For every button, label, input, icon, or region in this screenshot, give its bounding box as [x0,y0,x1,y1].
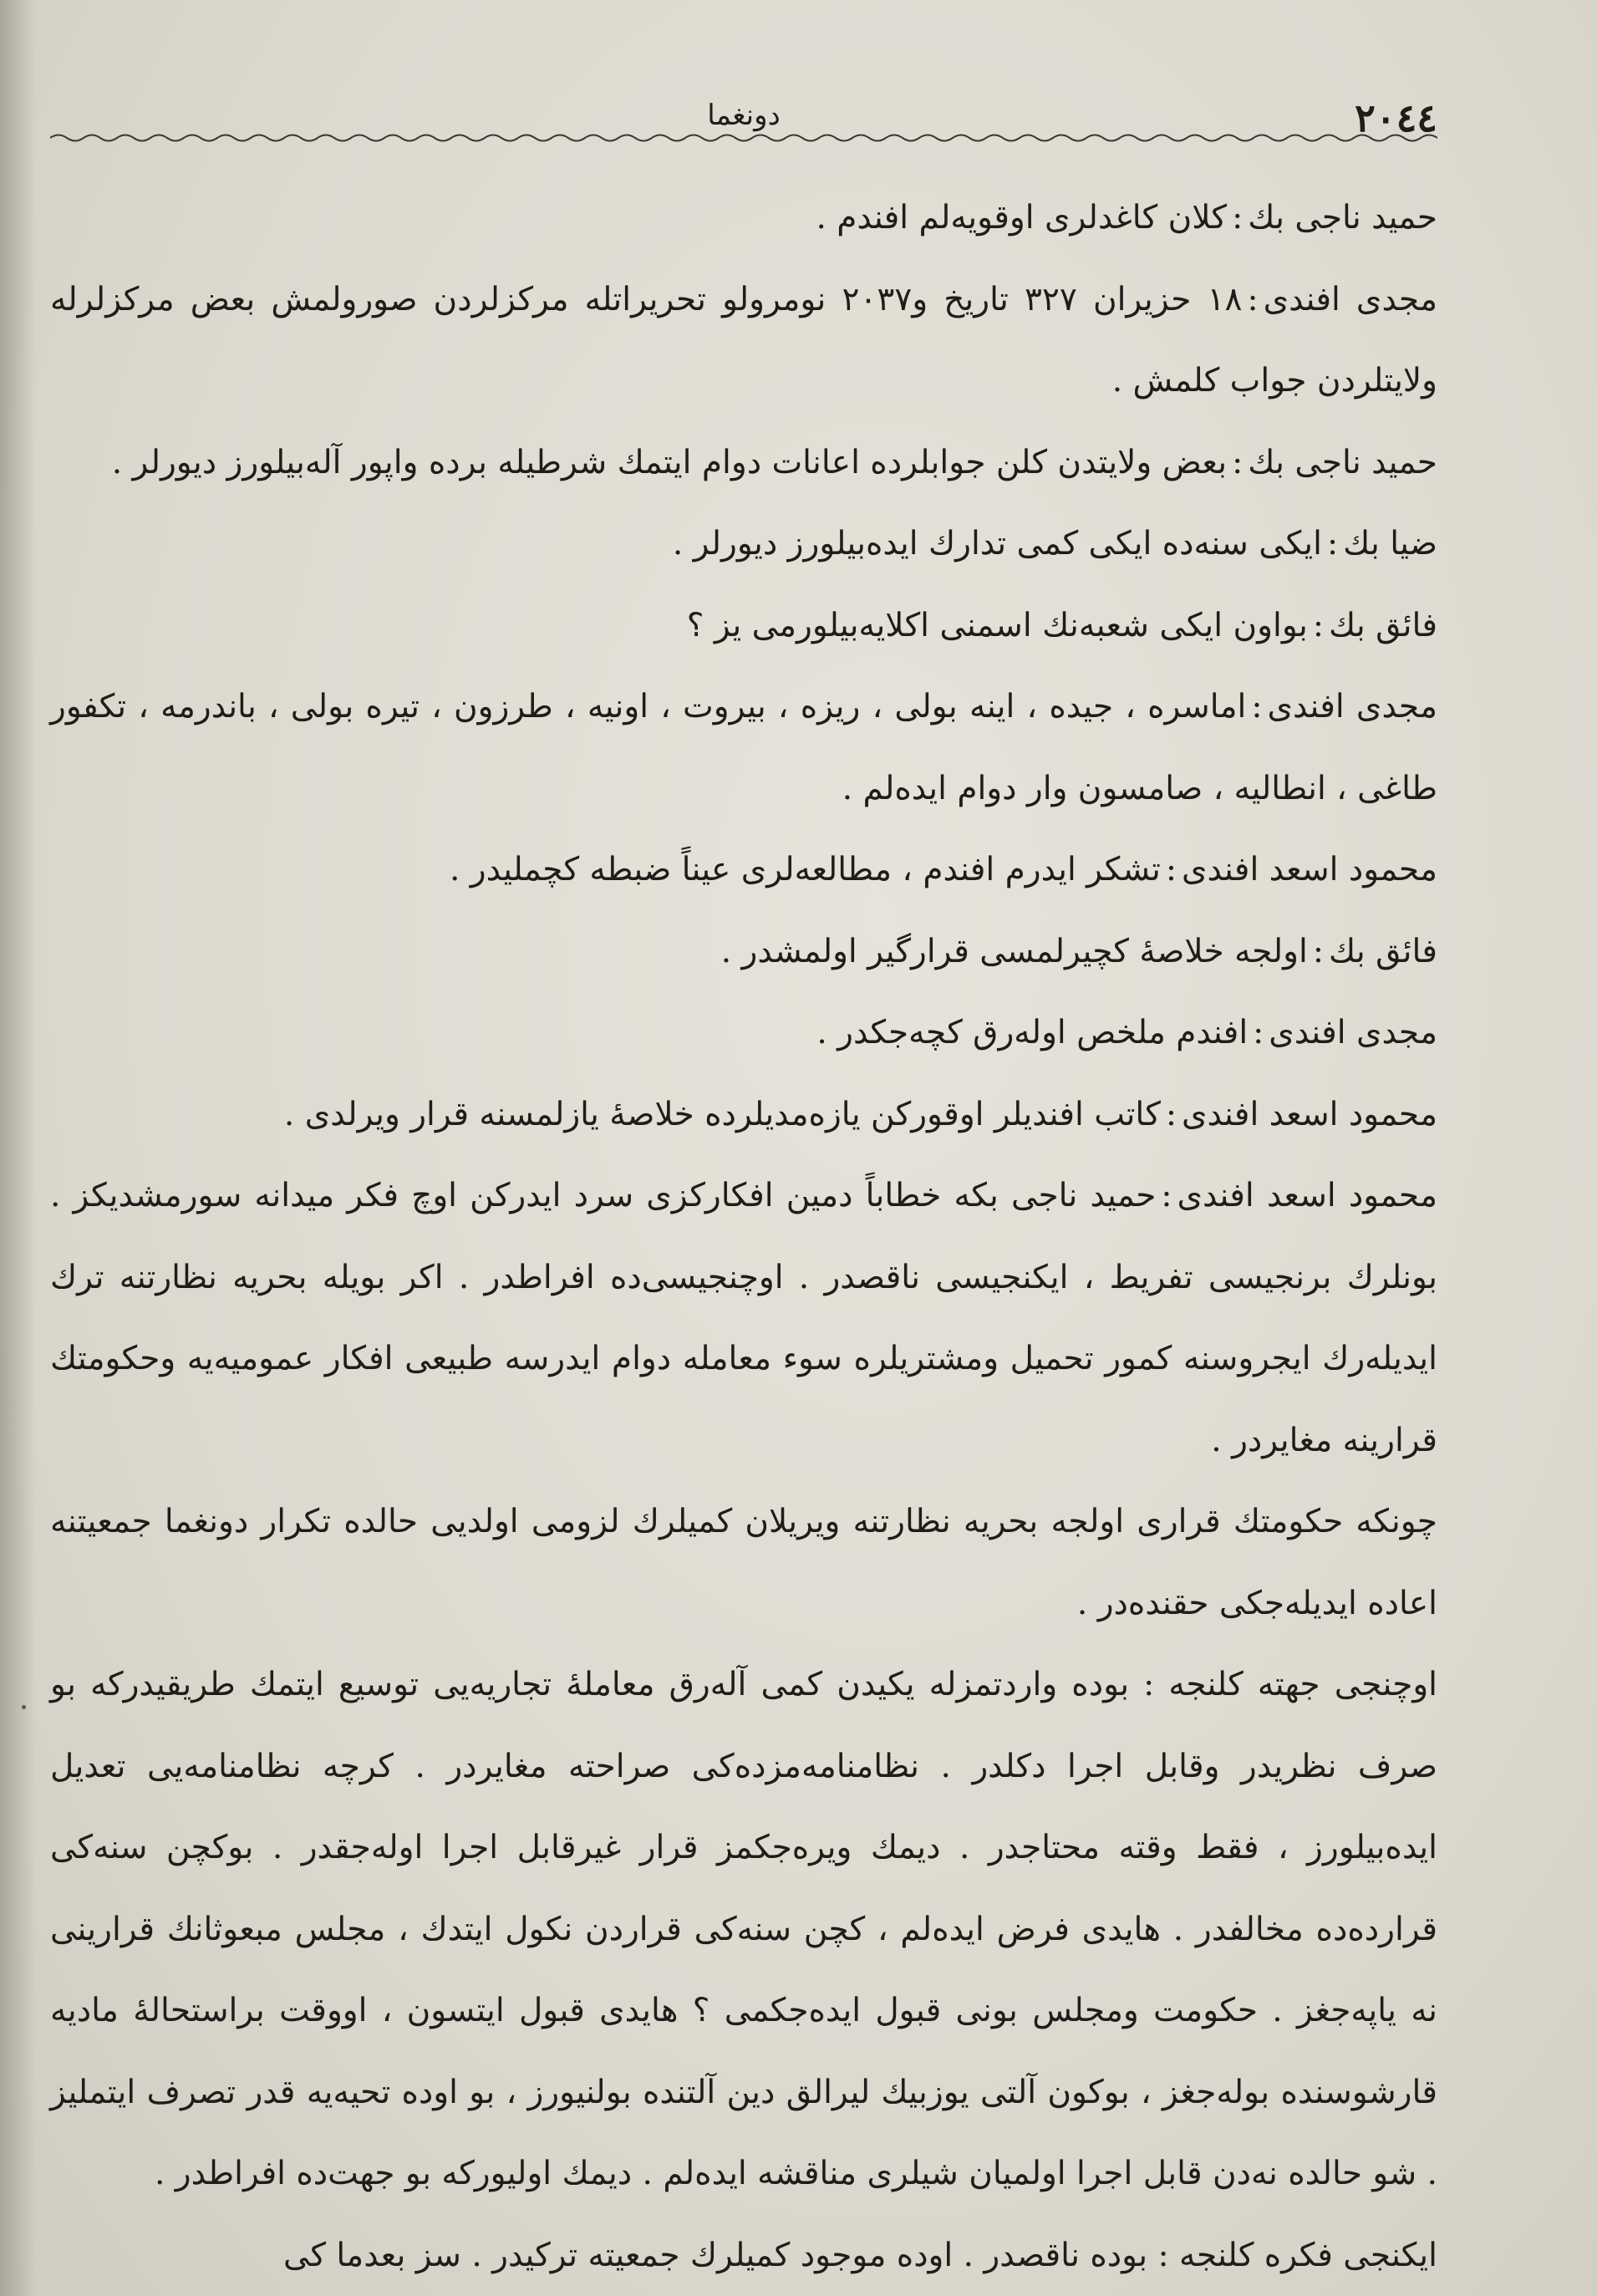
speaker-name: مجدى افندى [1267,688,1437,725]
speaker-separator: : [1312,932,1324,970]
paragraph-text: اولجه خلاصهٔ كچيرلمسى قرارگير اولمشدر . [720,932,1308,970]
paragraph-text: حميد ناجى بكه خطاباً دمين افكاركزى سرد ايدركن اوچ فكر ميدانه سورمشديكز . بونلرك برنجيسى تفريط ، ايكنجيسى ناقصدر . اوچنجيسى‌ده افراطدر . اكر بويله بحريه نظارتنه ترك ايديله‌رك ايجروسنه كمور تحميل ومشتريلره سوء معامله دوام ايدرسه طبيعى افكار عموميه‌يه وحكومتك قرارينه مغايردر . [50,1177,1437,1459]
speaker-name: محمود اسعد افندى [1177,1177,1437,1214]
speaker-name: محمود اسعد افندى [1182,1095,1437,1133]
paragraph [50,992,1437,1074]
paragraph [50,911,1437,993]
speaker-separator: : [1232,199,1244,237]
page-number: ٢٠٤٤ [1355,95,1437,140]
speaker-separator: : [1253,1014,1264,1051]
speaker-separator: : [1161,1177,1172,1214]
speaker-separator: : [1326,525,1339,563]
paragraph [50,422,1437,504]
paragraph [50,177,1437,259]
speaker-separator: : [1312,606,1324,644]
paragraph [50,1481,1437,1644]
paragraph-text: كلان كاغدلرى اوقويه‌لم افندم . [816,199,1228,237]
paragraph-text: افندم ملخص اوله‌رق كچه‌جكدر . [816,1014,1249,1051]
paragraph [50,2215,1437,2296]
paragraph-text: كاتب افنديلر اوقوركن يازه‌مديلرده خلاصهٔ يازلمسنه قرار ويرلدى . [283,1095,1161,1133]
paragraph [50,585,1437,667]
minutes-body [50,177,1437,2296]
paragraph-text: ايكى سنه‌ده ايكى كمى تدارك ايده‌بيلورز ديورلر . [672,525,1322,563]
speaker-separator: : [1251,688,1263,725]
running-title: دونغما [707,99,781,132]
paragraph-text: اوچنجى جهته كلنجه : بوده واردتمزله يكيدن كمى آله‌رق معاملهٔ تجاريه‌يى توسيع ايتمك طريقيدركه بو صرف نظريدر وقابل اجرا دكلدر . نظامنامه‌مزده‌كى صراحته مغايردر . كرچه نظامنامه‌يى تعديل ايده‌بيلورز ، فقط وقته محتاجدر . ديمك ويره‌جكمز قرار غيرقابل اجرا اوله‌جقدر . بوكچن سنه‌كى قرارده‌ده مخالفدر . هايدى فرض ايده‌لم ، كچن سنه‌كى قراردن نكول ايتدك ، مجلس مبعوثانك قرارينى نه ياپه‌جغز . حكومت ومجلس بونى قبول ايده‌جكمى ؟ هايدى قبول ايتسون ، اووقت براستحالهٔ ماديه قارشوسنده بوله‌جغز ، بوكون آلتى يوزبيك ليرالق دين آلتنده بولنيورز ، بو اوده تحيه‌يه قدر تصرف ايتمليز . شو حالده نه‌دن قابل اجرا اولميان شيلرى مناقشه ايده‌لم . ديمك اوليوركه بو جهت‌ده افراطدر . [50,1666,1437,2192]
paragraph-text: چونكه حكومتك قرارى اولجه بحريه نظارتنه ويريلان كميلرك لزومى اولديى حالده تكرار دونغما جمعيتنه اعاده ايديله‌جكى حقنده‌در . [50,1503,1437,1622]
paragraph [50,1074,1437,1156]
speaker-separator: : [1165,851,1177,888]
paragraph [50,503,1437,585]
paragraph-text: بواون ايكى شعبه‌نك اسمنى اكلايه‌بيلورمى يز ؟ [686,606,1308,644]
paragraph [50,666,1437,829]
header-rule [50,132,1437,144]
paragraph-text: ايكنجى فكره كلنجه : بوده ناقصدر . اوده موجود كميلرك جمعيته تركيدر . سز بعدما كى [282,2236,1437,2274]
paragraph-text: اماسره ، جيده ، اينه بولى ، ريزه ، بيروت ، اونيه ، طرزون ، تيره بولى ، باندرمه ، تكفور طاغى ، انطاليه ، صامسون وار دوام ايدەلم . [50,688,1437,807]
margin-dot [22,1705,26,1709]
speaker-name: حميد ناجى بك [1248,199,1437,237]
speaker-name: حميد ناجى بك [1248,443,1437,481]
paragraph [50,829,1437,911]
paragraph [50,1644,1437,2215]
paragraph [50,1155,1437,1481]
speaker-name: محمود اسعد افندى [1182,851,1437,888]
paragraph-text: تشكر ايدرم افندم ، مطالعه‌لرى عيناً ضبطه كچمليدر . [449,851,1161,888]
speaker-separator: : [1232,443,1244,481]
speaker-separator: : [1247,280,1259,318]
speaker-name: فائق بك [1328,606,1437,644]
paragraph-text: بعض ولايتدن كلن جوابلرده اعانات دوام ايتمك شرطيله برده واپور آله‌بيلورز ديورلر . [111,443,1228,481]
speaker-name: مجدى افندى [1269,1014,1437,1051]
binding-shadow [0,0,37,2296]
paragraph-text: ١٨ حزيران ٣٢٧ تاريخ و٢٠٣٧ نومرولو تحريراتله مركزلردن صورولمش بعض مركزلرله ولايتلردن جواب كلمش . [50,280,1437,400]
speaker-name: فائق بك [1328,932,1437,970]
speaker-name: ضيا بك [1343,525,1437,563]
speaker-separator: : [1165,1095,1177,1133]
speaker-name: مجدى افندى [1263,280,1437,318]
wavy-rule-graphic [50,132,1437,144]
paragraph [50,259,1437,422]
